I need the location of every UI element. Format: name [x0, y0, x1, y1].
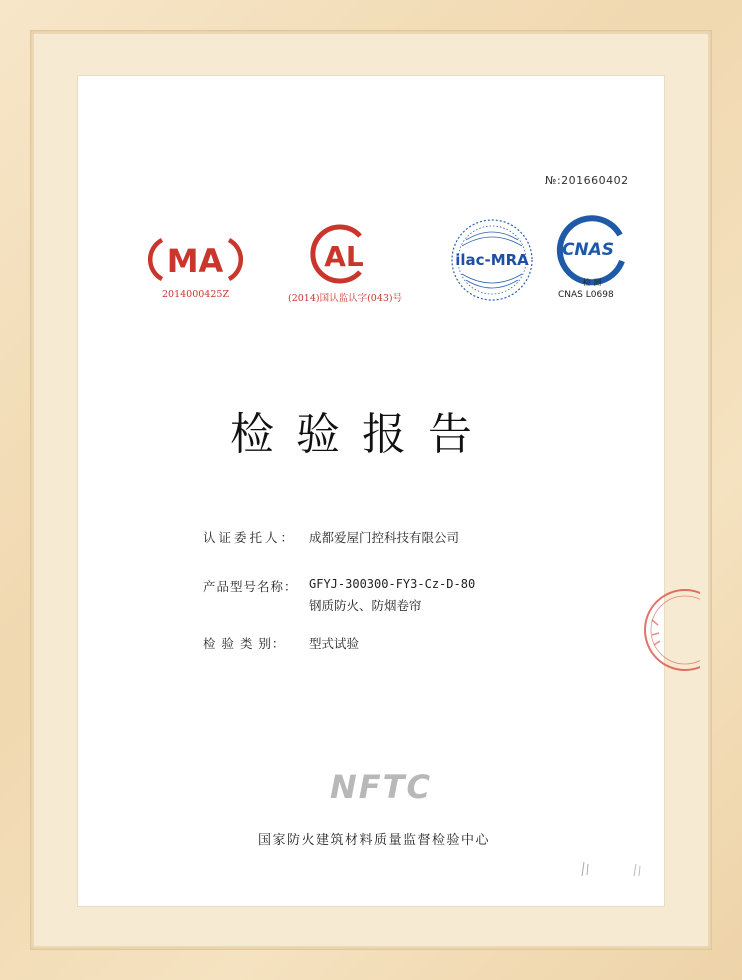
- test-type-value: 型式试验: [309, 636, 360, 651]
- cnas-sub-text: 检 测: [582, 278, 602, 287]
- model-value: GFYJ-300300-FY3-Cz-D-80: [309, 577, 476, 591]
- testing-center-name: 国家防火建筑材料质量监督检验中心: [258, 833, 491, 848]
- cal-logo-text: AL: [324, 240, 364, 273]
- report-title: 检验报告: [230, 409, 494, 460]
- nftc-logo: NFTC: [330, 768, 432, 806]
- model-value-line2: 钢质防火、防烟卷帘: [309, 598, 422, 613]
- cnas-logo: [548, 215, 632, 287]
- cma-logo: [148, 232, 243, 287]
- model-label: 产品型号名称：: [203, 579, 298, 594]
- cal-logo: [300, 222, 388, 286]
- ilac-mra-logo: [450, 218, 534, 302]
- red-seal-stamp: [640, 585, 700, 675]
- client-label: 认证委托人：: [203, 530, 297, 545]
- cma-caption: 2014000425Z: [162, 289, 230, 300]
- cal-caption: (2014)国认监认字(043)号: [288, 293, 403, 304]
- pencil-marks: [578, 858, 648, 880]
- cnas-logo-text: CNAS: [561, 240, 615, 260]
- test-type-label: 检 验 类 别：: [203, 636, 286, 651]
- report-number: №:201660402: [545, 174, 629, 187]
- cma-logo-text: MA: [166, 242, 224, 280]
- cnas-caption: CNAS L0698: [558, 290, 614, 300]
- client-value: 成都爱屋门控科技有限公司: [309, 530, 460, 545]
- ilac-mra-logo-text: ilac-MRA: [455, 251, 529, 269]
